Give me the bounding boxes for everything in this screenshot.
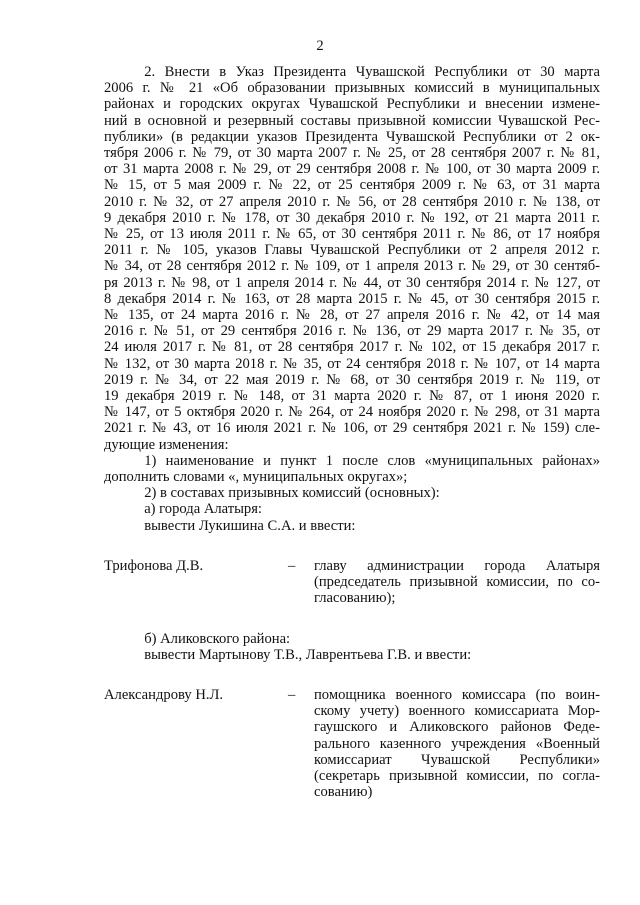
- text-line: от 31 марта 2008 г. № 29, от 29 сентября 2008 г. № 100, от 30 марта 2009 г.: [104, 161, 600, 178]
- subitem-1-paragraph: [104, 453, 600, 485]
- text-line: 2019 г. № 34, от 22 мая 2019 г. № 68, от 30 сентября 2019 г. № 119, от: [104, 371, 600, 388]
- district-instruction: вывести Мартынову Т.В., Лаврентьева Г.В. и ввести:: [144, 646, 472, 663]
- text-line: 2. Внести в Указ Президента Чувашской Республики от 30 марта: [144, 64, 600, 80]
- entry-dash: –: [288, 557, 296, 574]
- member-name: Трифонова Д.В.: [104, 557, 204, 574]
- page-number: 2: [316, 38, 324, 54]
- text-line: 2011 г. № 105, указов Главы Чувашской Республики от 2 апреля 2012 г.: [104, 242, 600, 259]
- item-2-paragraph: [104, 64, 600, 453]
- text-line: № 34, от 28 сентября 2012 г. № 109, от 1 апреля 2013 г. № 29, от 30 сентяб-: [104, 258, 600, 275]
- subitem-2-paragraph: 2) в составах призывных комиссий (основных):: [144, 485, 440, 502]
- text-line: № 25, от 13 июля 2011 г. № 65, от 30 сентября 2011 г. № 86, от 17 ноября: [104, 226, 600, 243]
- commission-entry-district: [104, 687, 600, 800]
- entry-dash: –: [288, 686, 296, 703]
- text-line: № 135, от 24 марта 2016 г. № 28, от 27 апреля 2016 г. № 42, от 14 мая: [104, 307, 600, 324]
- text-line: 2010 г. № 32, от 27 апреля 2010 г. № 56, от 28 сентября 2010 г. № 138, от: [104, 193, 600, 210]
- text-line: сованию): [314, 784, 373, 801]
- text-line: ний в основной и резервный составы призывной комиссии Чувашской Рес-: [104, 112, 600, 129]
- text-line: комиссариат Чувашской Республики»: [314, 751, 600, 768]
- text-line: скому учету) военного комиссариата Мор-: [314, 703, 600, 720]
- city-instruction: вывести Лукишина С.А. и ввести:: [144, 517, 356, 534]
- district-heading: б) Аликовского района:: [144, 630, 291, 647]
- text-line: тября 2006 г. № 79, от 30 марта 2007 г. № 25, от 28 сентября 2007 г. № 81,: [104, 145, 600, 162]
- city-heading: а) города Алатыря:: [144, 501, 262, 518]
- text-line: 9 декабря 2010 г. № 178, от 30 декабря 2010 г. № 192, от 21 марта 2011 г.: [104, 209, 600, 226]
- text-line: 2006 г. № 21 «Об образовании призывных комиссий в муниципальных: [104, 80, 600, 97]
- text-line: публики» (в редакции указов Президента Чувашской Республики от 2 ок-: [104, 128, 600, 145]
- text-line: районах и городских округах Чувашской Республики и внесении измене-: [104, 96, 600, 113]
- member-name: Александрову Н.Л.: [104, 686, 224, 703]
- text-line: ря 2013 г. № 98, от 1 апреля 2014 г. № 44, от 30 сентября 2014 г. № 127, от: [104, 274, 600, 291]
- text-line: (председатель призывной комиссии, по со-: [314, 574, 600, 591]
- text-line: рального казенного учреждения «Военный: [314, 735, 600, 752]
- text-line: № 15, от 5 мая 2009 г. № 22, от 25 сентября 2009 г. № 63, от 31 марта: [104, 177, 600, 194]
- text-line: помощника военного комиссара (по воин-: [314, 686, 600, 703]
- member-position: [314, 558, 600, 607]
- text-line: № 132, от 30 марта 2018 г. № 35, от 24 сентября 2018 г. № 107, от 14 марта: [104, 355, 600, 372]
- document-body: [104, 64, 600, 800]
- text-line: дополнить словами «, муниципальных округах»;: [104, 469, 408, 486]
- text-line: 1) наименование и пункт 1 после слов «муниципальных районах»: [144, 452, 600, 469]
- text-line: главу администрации города Алатыря: [314, 557, 600, 574]
- text-line: 2016 г. № 51, от 29 сентября 2016 г. № 136, от 29 марта 2017 г. № 35, от: [104, 323, 600, 340]
- text-line: 8 декабря 2014 г. № 163, от 28 марта 2015 г. № 45, от 30 сентября 2015 г.: [104, 290, 600, 307]
- text-line: 19 декабря 2019 г. № 148, от 31 марта 2020 г. № 87, от 1 июня 2020 г.: [104, 388, 600, 405]
- text-line: гласованию);: [314, 590, 396, 607]
- text-line: гаушского и Аликовского районов Феде-: [314, 719, 600, 736]
- member-position: [314, 687, 600, 800]
- text-line: 24 июля 2017 г. № 81, от 28 сентября 2017 г. № 102, от 15 декабря 2017 г.: [104, 339, 600, 356]
- text-line: дующие изменения:: [104, 436, 229, 453]
- text-line: (секретарь призывной комиссии, по согла-: [314, 767, 600, 784]
- text-line: 2021 г. № 43, от 16 июля 2021 г. № 106, от 29 сентября 2021 г. № 159) сле-: [104, 420, 600, 437]
- commission-entry-city: [104, 558, 600, 607]
- text-line: № 147, от 5 октября 2020 г. № 264, от 24 ноября 2020 г. № 298, от 31 марта: [104, 404, 600, 421]
